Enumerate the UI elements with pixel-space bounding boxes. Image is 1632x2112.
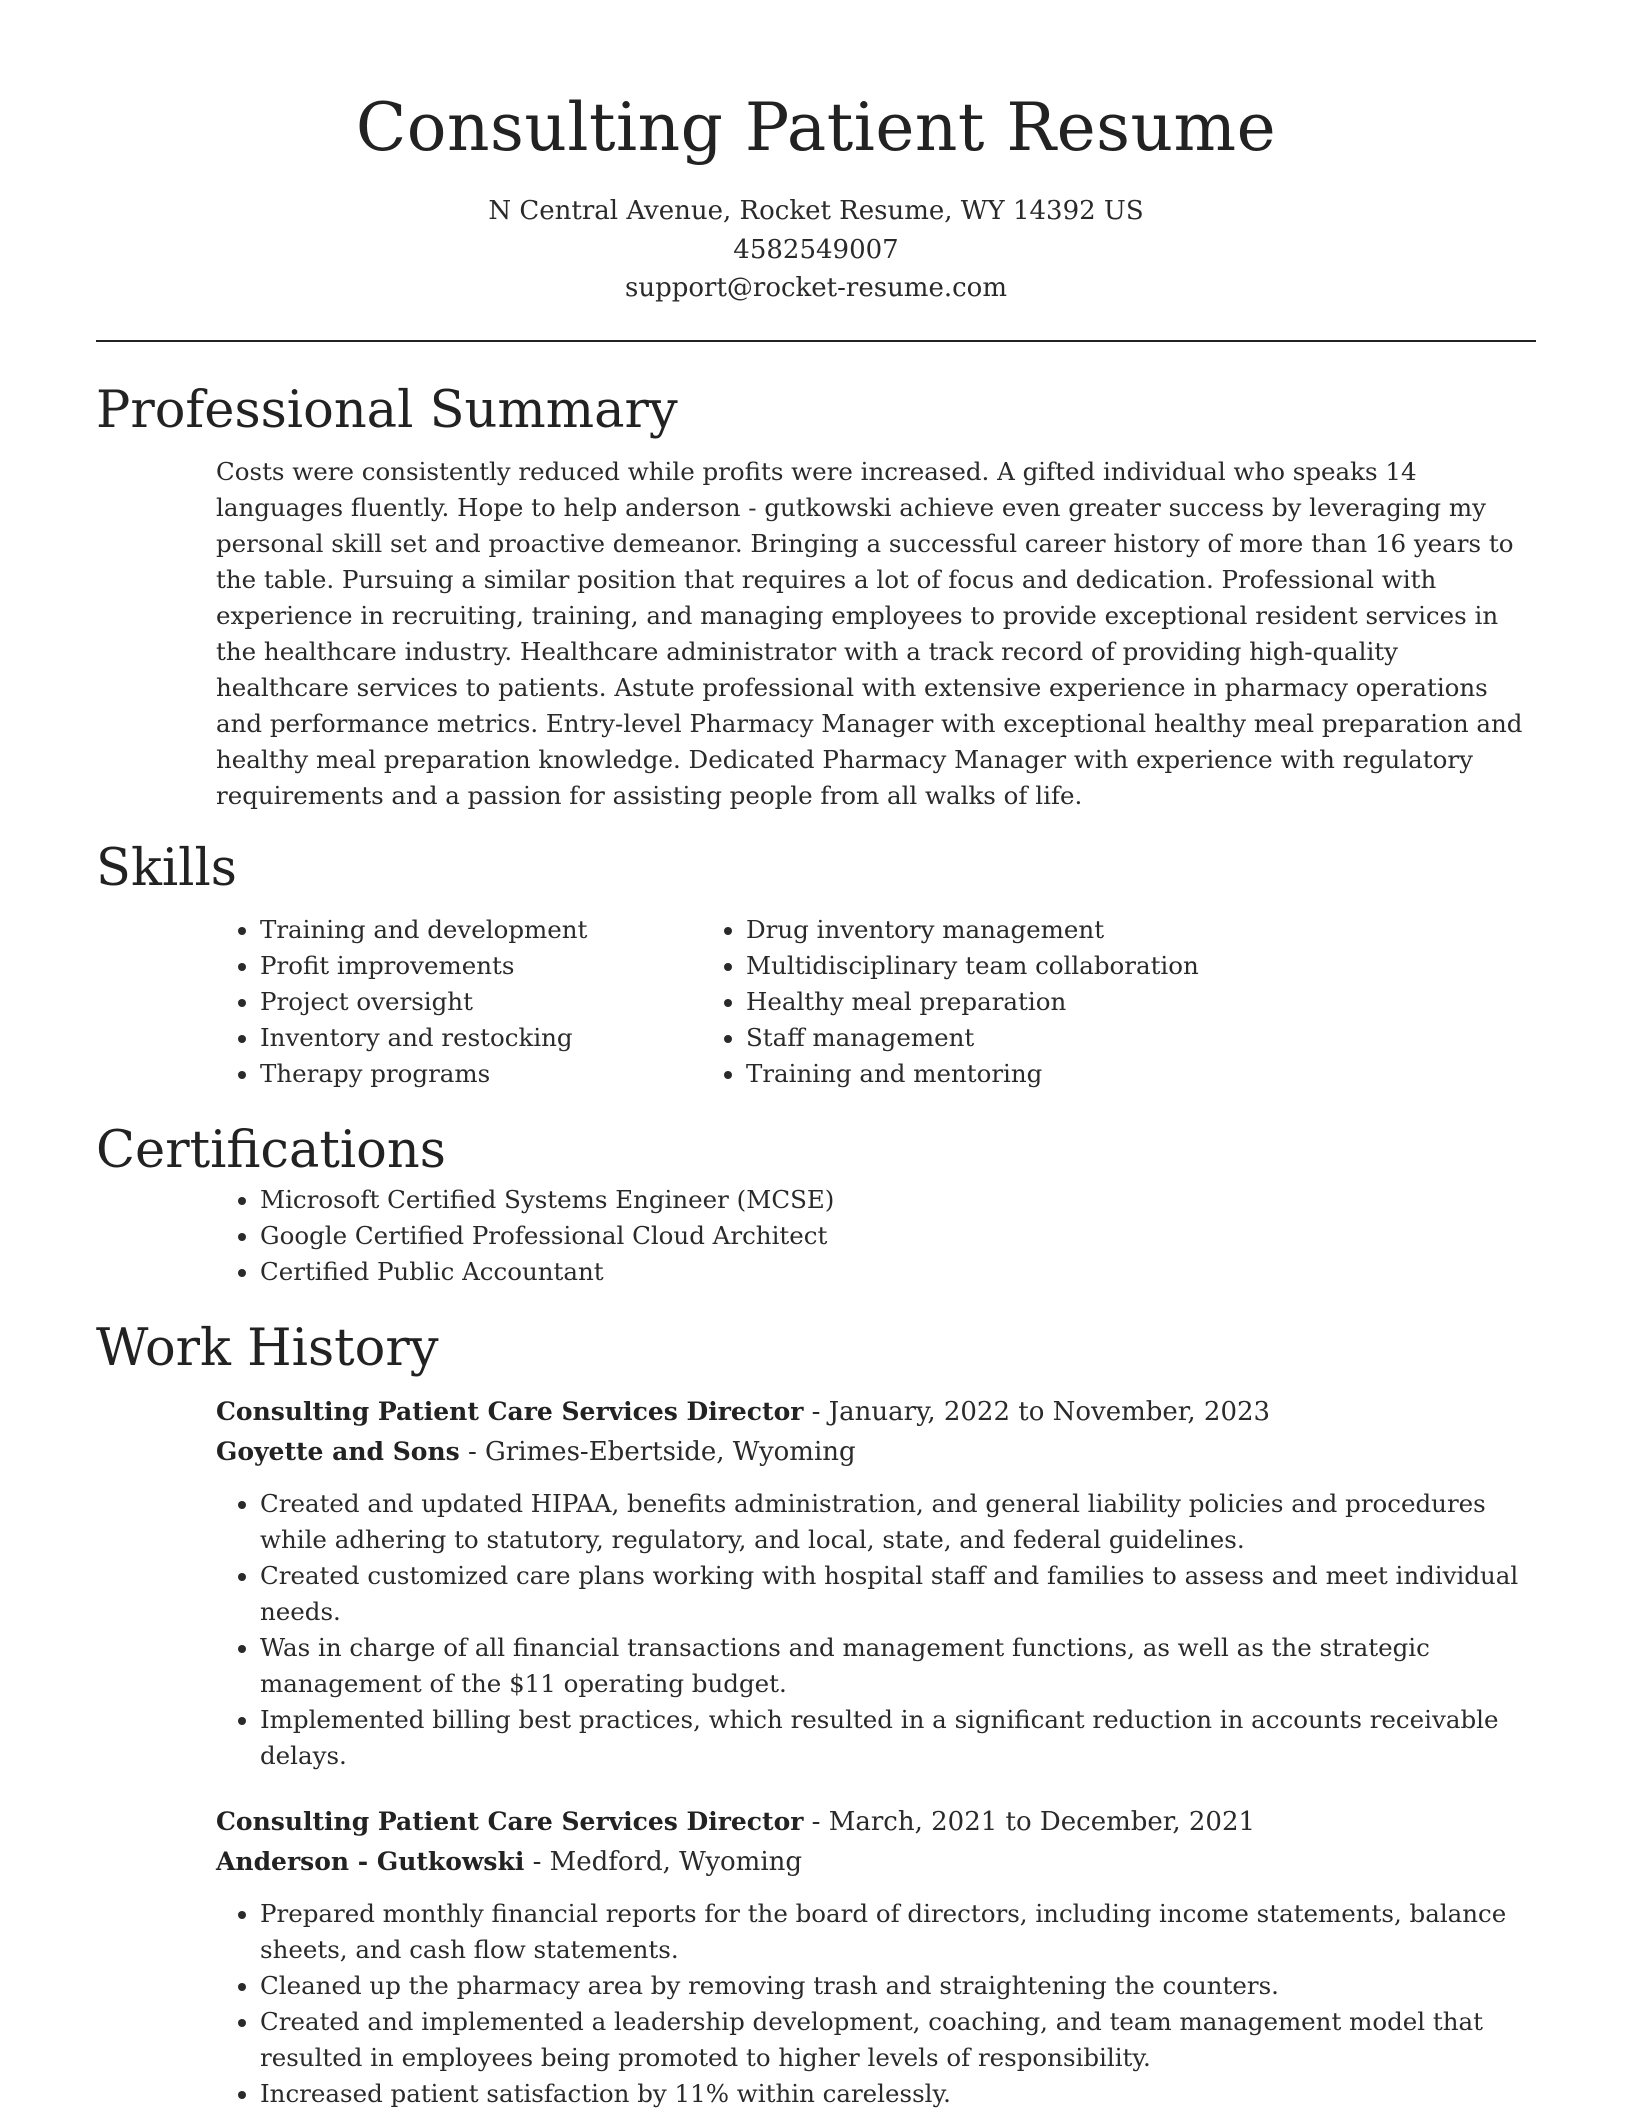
job-entry	[216, 1392, 1536, 1774]
skill-item: • Drug inventory management	[746, 912, 1346, 948]
contact-info	[96, 192, 1536, 308]
job-bullet: • Was in charge of all financial transactions and management functions, as well as the strategic management of the $11 operating budget.	[260, 1630, 1536, 1702]
job-company-line	[216, 1432, 1536, 1472]
job-dates: - January, 2022 to November, 2023	[803, 1396, 1271, 1427]
job-title-line	[216, 1802, 1536, 1842]
job-company: Anderson - Gutkowski	[216, 1846, 525, 1876]
resume-header	[96, 0, 1536, 308]
job-entry	[216, 1802, 1536, 2112]
skills-list-left	[96, 912, 746, 1092]
skills-section	[96, 838, 1536, 1092]
work-history-heading: Work History	[96, 1318, 439, 1378]
skill-item: • Staff management	[746, 1020, 1346, 1056]
skill-item: • Therapy programs	[260, 1056, 746, 1092]
job-company: Goyette and Sons	[216, 1436, 460, 1466]
skill-item: • Training and mentoring	[746, 1056, 1346, 1092]
contact-address: N Central Avenue, Rocket Resume, WY 14392 US	[488, 196, 1144, 226]
skill-item: • Profit improvements	[260, 948, 746, 984]
job-bullet-list	[216, 1486, 1536, 1774]
certifications-heading: Certifications	[96, 1120, 446, 1180]
summary-text: Costs were consistently reduced while profits were increased. A gifted individual who speaks 14 languages fluently. Hope to help anderson - gutkowski achieve even greater success by leveraging my personal skill set and proactive demeanor. Bringing a successful career history of more than 16 years to the table. Pursuing a similar position that requires a lot of focus and dedication. Professional with experience in recruiting, training, and managing employees to provide exceptional resident services in the healthcare industry. Healthcare administrator with a track record of providing high-quality healthcare services to patients. Astute professional with extensive experience in pharmacy operations and performance metrics. Entry-level Pharmacy Manager with exceptional healthy meal preparation and healthy meal preparation knowledge. Dedicated Pharmacy Manager with experience with regulatory requirements and a passion for assisting people from all walks of life.	[216, 456, 1523, 810]
certification-item: • Google Certified Professional Cloud Architect	[260, 1218, 1536, 1254]
job-bullet: • Cleaned up the pharmacy area by removing trash and straightening the counters.	[260, 1968, 1536, 2004]
resume-name: Consulting Patient Resume	[355, 89, 1277, 166]
contact-phone: 4582549007	[733, 234, 899, 265]
resume-page	[96, 0, 1536, 2112]
skills-heading: Skills	[96, 838, 237, 898]
job-title: Consulting Patient Care Services Director	[216, 1806, 804, 1836]
job-dates: - March, 2021 to December, 2021	[803, 1806, 1256, 1837]
job-bullet-list	[216, 1896, 1536, 2112]
certifications-section	[96, 1120, 1536, 1290]
skill-item: • Multidisciplinary team collaboration	[746, 948, 1346, 984]
skill-item: • Healthy meal preparation	[746, 984, 1346, 1020]
skill-item: • Inventory and restocking	[260, 1020, 746, 1056]
work-history-section	[96, 1318, 1536, 2112]
skill-item: • Training and development	[260, 912, 746, 948]
job-bullets	[216, 1896, 1536, 2112]
job-location: - Grimes-Ebertside, Wyoming	[459, 1436, 856, 1467]
summary-heading: Professional Summary	[96, 380, 678, 440]
job-bullet: • Created and updated HIPAA, benefits administration, and general liability policies and procedures while adhering to statutory, regulatory, and local, state, and federal guidelines.	[260, 1486, 1536, 1558]
contact-email: support@rocket-resume.com	[624, 273, 1007, 303]
skills-list-right	[746, 912, 1346, 1092]
job-location: - Medford, Wyoming	[524, 1846, 803, 1877]
job-bullets	[216, 1486, 1536, 1774]
header-divider	[96, 340, 1536, 342]
skill-item: • Project oversight	[260, 984, 746, 1020]
job-company-line	[216, 1842, 1536, 1882]
job-bullet: • Created customized care plans working with hospital staff and families to assess and meet individual needs.	[260, 1558, 1536, 1630]
job-bullet: • Implemented billing best practices, which resulted in a significant reduction in accounts receivable delays.	[260, 1702, 1536, 1774]
job-bullet: • Prepared monthly financial reports for the board of directors, including income statements, balance sheets, and cash flow statements.	[260, 1896, 1536, 1968]
job-bullet: • Increased patient satisfaction by 11% within carelessly.	[260, 2076, 1536, 2112]
certification-item: • Microsoft Certified Systems Engineer (MCSE)	[260, 1182, 1536, 1218]
job-bullet: • Created and implemented a leadership development, coaching, and team management model that resulted in employees being promoted to higher levels of responsibility.	[260, 2004, 1536, 2076]
skills-columns	[96, 912, 1536, 1092]
job-title-line	[216, 1392, 1536, 1432]
job-title: Consulting Patient Care Services Director	[216, 1396, 804, 1426]
summary-section	[96, 380, 1536, 814]
certifications-list	[96, 1182, 1536, 1290]
certification-item: • Certified Public Accountant	[260, 1254, 1536, 1290]
